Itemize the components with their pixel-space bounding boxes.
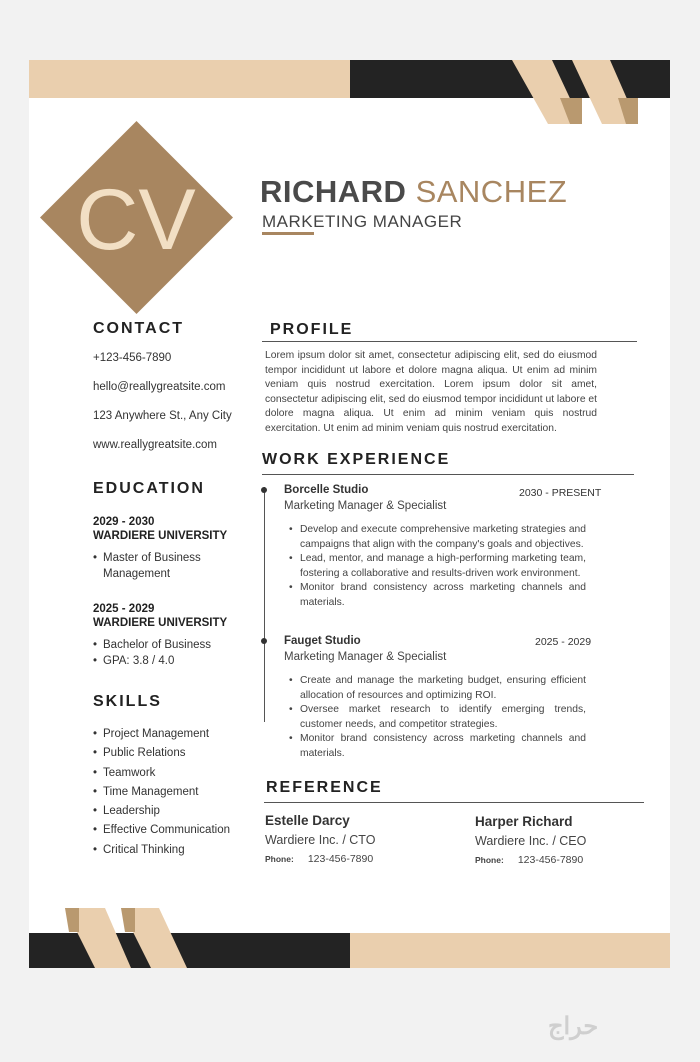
top-ribbon-decoration	[500, 60, 660, 126]
contact-website: www.reallygreatsite.com	[93, 439, 217, 451]
education-years: 2029 - 2030	[93, 516, 155, 528]
list-item: • Oversee market research to identify emerging trends, customer needs, and competitor strategies.	[289, 703, 586, 732]
list-item: Management	[103, 568, 171, 580]
top-beige-bar	[29, 60, 350, 98]
job-dates: 2030 - PRESENT	[519, 487, 602, 499]
experience-timeline	[264, 487, 265, 722]
profile-text: Lorem ipsum dolor sit amet, consectetur adipiscing elit, sed do eiusmod tempor incididunt ut labore et dolore magna aliqua. Ut enim ad minim veniam quis nostrud exercitation. Lorem ipsum dolor sit amet, consectetur adipiscing elit, sed do eiusmod tempor incididunt ut labore et dolore magna aliqua. Ut enim ad minim veniam quis nostrud exercitation. Ut enim ad minim veniam quis nostrud exercitation.	[265, 350, 597, 434]
reference-name: Estelle Darcy	[265, 813, 350, 828]
candidate-name	[260, 174, 567, 210]
watermark-logo: حراج	[548, 1013, 599, 1040]
list-item: • Create and manage the marketing budget, ensuring efficient allocation of resources and optimizing ROI.	[289, 674, 586, 703]
skill-item: • Critical Thinking	[93, 841, 230, 860]
list-item: • Monitor brand consistency across marketing channels and materials.	[289, 732, 586, 761]
bottom-ribbon-decoration	[55, 908, 205, 968]
list-item: • GPA: 3.8 / 4.0	[93, 653, 211, 669]
reference-divider	[264, 802, 644, 803]
reference-organization: Wardiere Inc. / CEO	[475, 834, 587, 848]
cv-logo-text: CV	[76, 172, 196, 268]
work-experience-heading: WORK EXPERIENCE	[262, 451, 451, 468]
skill-item: • Leadership	[93, 802, 230, 821]
job-bullets	[289, 523, 586, 610]
contact-heading: CONTACT	[93, 320, 185, 337]
reference-heading: REFERENCE	[266, 779, 383, 796]
phone-number: 123-456-7890	[517, 854, 584, 866]
profile-divider	[262, 341, 637, 342]
job-title: MARKETING MANAGER	[262, 212, 463, 231]
last-name: SANCHEZ	[415, 174, 568, 209]
skills-heading: SKILLS	[93, 693, 162, 710]
work-experience-divider	[262, 474, 634, 475]
profile-heading: PROFILE	[270, 321, 354, 338]
title-underline	[262, 232, 314, 235]
list-item: • Master of Business	[93, 550, 201, 566]
job-role: Marketing Manager & Specialist	[284, 500, 447, 512]
timeline-dot	[261, 487, 267, 493]
education-years: 2025 - 2029	[93, 603, 155, 615]
education-heading: EDUCATION	[93, 480, 205, 497]
cv-logo	[40, 121, 233, 314]
list-item: • Develop and execute comprehensive marketing strategies and campaigns that align with the company's goals and objectives.	[289, 523, 586, 552]
skill-item: • Teamwork	[93, 764, 230, 783]
job-company: Fauget Studio	[284, 635, 361, 647]
reference-organization: Wardiere Inc. / CTO	[265, 833, 376, 847]
education-items	[93, 550, 201, 582]
skill-item: • Public Relations	[93, 744, 230, 763]
skill-item: • Effective Communication	[93, 821, 230, 840]
skill-item: • Time Management	[93, 783, 230, 802]
contact-address: 123 Anywhere St., Any City	[93, 410, 232, 422]
reference-name: Harper Richard	[475, 814, 573, 829]
reference-phone	[475, 854, 583, 866]
list-item: • Lead, mentor, and manage a high-performing marketing team, fostering a collaborative and results-driven work environment.	[289, 552, 586, 581]
skill-item: • Project Management	[93, 725, 230, 744]
job-company: Borcelle Studio	[284, 484, 369, 496]
bottom-beige-bar	[350, 933, 670, 968]
timeline-dot	[261, 638, 267, 644]
phone-label: Phone:	[265, 854, 294, 864]
phone-number: 123-456-7890	[307, 853, 374, 865]
job-bullets	[289, 674, 586, 761]
first-name: RICHARD	[260, 174, 407, 209]
education-items	[93, 637, 211, 669]
phone-label: Phone:	[475, 855, 504, 865]
list-item: • Bachelor of Business	[93, 637, 211, 653]
education-school: WARDIERE UNIVERSITY	[93, 617, 228, 629]
list-item: • Monitor brand consistency across marketing channels and materials.	[289, 581, 586, 610]
contact-email: hello@reallygreatsite.com	[93, 381, 226, 393]
job-dates: 2025 - 2029	[535, 636, 592, 648]
job-role: Marketing Manager & Specialist	[284, 651, 447, 663]
reference-phone	[265, 853, 373, 865]
education-school: WARDIERE UNIVERSITY	[93, 530, 228, 542]
skills-list	[93, 725, 230, 860]
contact-phone: +123-456-7890	[93, 352, 172, 364]
